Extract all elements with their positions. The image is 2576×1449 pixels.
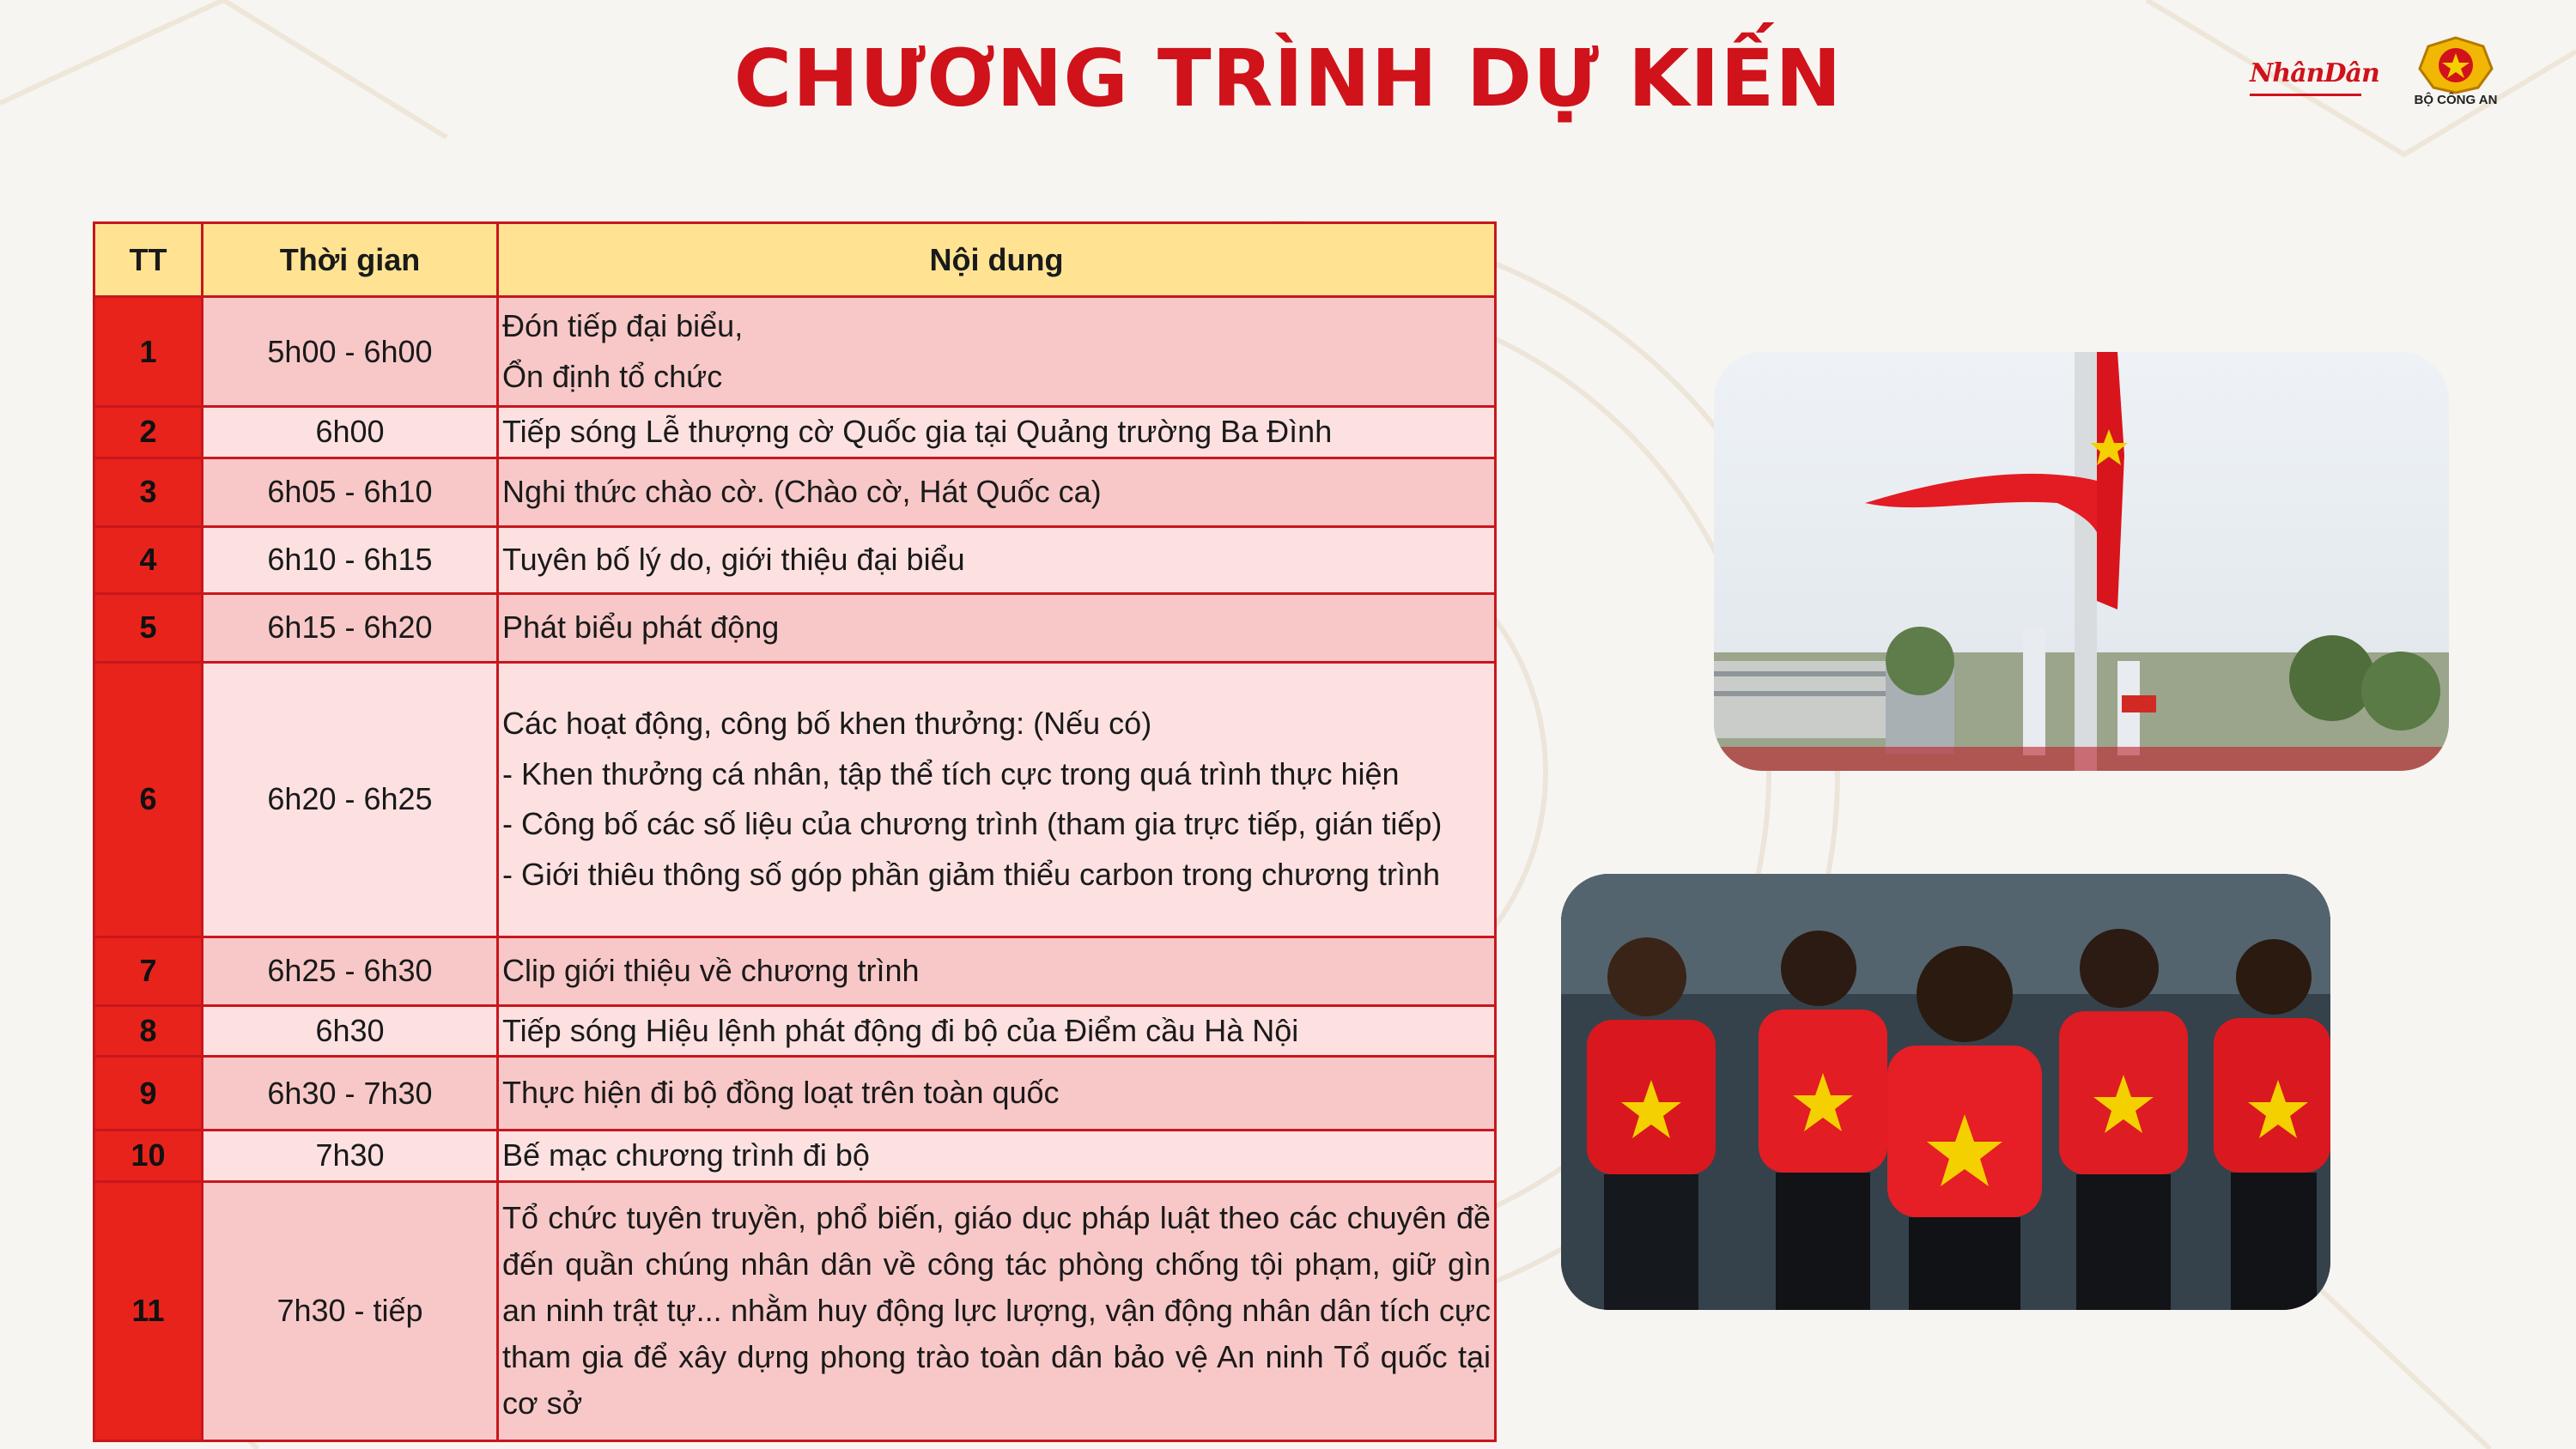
row-number: 5 (94, 593, 203, 662)
students-saluting-photo (1561, 874, 2330, 1310)
content-line: Phát biểu phát động (502, 609, 780, 645)
table-row (94, 407, 1496, 458)
row-content (498, 526, 1496, 593)
table-row (94, 593, 1496, 662)
content-line: Thực hiện đi bộ đồng loạt trên toàn quốc (502, 1075, 1060, 1111)
row-number: 11 (94, 1181, 203, 1440)
content-line: Nghi thức chào cờ. (Chào cờ, Hát Quốc ca) (502, 473, 1102, 509)
row-time: 5h00 - 6h00 (203, 297, 498, 407)
students-saluting-image (1561, 874, 2330, 1310)
table-row (94, 1057, 1496, 1131)
row-number: 8 (94, 1005, 203, 1057)
row-time: 7h30 (203, 1131, 498, 1182)
content-line: Tổ chức tuyên truyền, phổ biến, giáo dục pháp luật theo các chuyên đề đến quần chúng nhân dân về công tác phòng chống tội phạm, giữ gìn an ninh trật tự... nhằm huy động lực lượng, vận động nhân dân tích cực tham gia để xây dựng phong trào toàn dân bảo vệ An ninh Tổ quốc tại cơ sở (502, 1200, 1491, 1422)
row-time: 6h20 - 6h25 (203, 662, 498, 937)
content-line: Bế mạc chương trình đi bộ (502, 1137, 870, 1173)
row-time: 6h30 (203, 1005, 498, 1057)
content-line: - Công bố các số liệu của chương trình (tham gia trực tiếp, gián tiếp) (502, 806, 1443, 842)
row-number: 4 (94, 526, 203, 593)
row-time: 6h15 - 6h20 (203, 593, 498, 662)
table-header-row (94, 223, 1496, 297)
page-title: CHƯƠNG TRÌNH DỰ KIẾN (733, 33, 1843, 124)
row-time: 7h30 - tiếp (203, 1181, 498, 1440)
table-row (94, 937, 1496, 1005)
content-line: Tiếp sóng Hiệu lệnh phát động đi bộ của Điểm cầu Hà Nội (502, 1012, 1299, 1048)
content-line: - Khen thưởng cá nhân, tập thể tích cực trong quá trình thực hiện (502, 755, 1400, 791)
content-line: Tuyên bố lý do, giới thiệu đại biểu (502, 541, 965, 577)
content-line: Các hoạt động, công bố khen thưởng: (Nếu có) (502, 705, 1152, 741)
row-content (498, 1181, 1496, 1440)
row-content (498, 297, 1496, 407)
row-content (498, 662, 1496, 937)
row-content (498, 593, 1496, 662)
row-number: 9 (94, 1057, 203, 1131)
row-time: 6h00 (203, 407, 498, 458)
bo-cong-an-text: BỘ CÔNG AN (2414, 93, 2498, 107)
row-time: 6h25 - 6h30 (203, 937, 498, 1005)
content-line: - Giới thiêu thông số góp phần giảm thiểu carbon trong chương trình (502, 856, 1440, 892)
row-content (498, 407, 1496, 458)
row-number: 7 (94, 937, 203, 1005)
row-number: 10 (94, 1131, 203, 1182)
bo-cong-an-logo (2396, 34, 2516, 120)
row-number: 2 (94, 407, 203, 458)
table-row (94, 1181, 1496, 1440)
content-line: Đón tiếp đại biểu, (502, 307, 744, 343)
nhan-dan-logo: NhânDân (2250, 58, 2361, 96)
row-content (498, 1057, 1496, 1131)
row-content (498, 1005, 1496, 1057)
content-line: Ổn định tổ chức (502, 358, 723, 394)
row-content (498, 1131, 1496, 1182)
header-content: Nội dung (498, 223, 1496, 297)
row-time: 6h10 - 6h15 (203, 526, 498, 593)
flag-ceremony-image (1714, 352, 2449, 771)
table-row (94, 526, 1496, 593)
table-row (94, 458, 1496, 526)
content-line: Tiếp sóng Lễ thượng cờ Quốc gia tại Quảng trường Ba Đình (502, 414, 1333, 449)
row-number: 3 (94, 458, 203, 526)
table-row (94, 297, 1496, 407)
row-number: 1 (94, 297, 203, 407)
table-row (94, 1131, 1496, 1182)
content-line: Clip giới thiệu về chương trình (502, 952, 920, 988)
table-row (94, 1005, 1496, 1057)
table-row (94, 662, 1496, 937)
header-tt: TT (94, 223, 203, 297)
police-emblem-icon (2396, 34, 2516, 94)
header-time: Thời gian (203, 223, 498, 297)
schedule-table (93, 221, 1497, 1442)
row-time: 6h30 - 7h30 (203, 1057, 498, 1131)
flag-ceremony-photo (1714, 352, 2449, 771)
row-number: 6 (94, 662, 203, 937)
row-content (498, 937, 1496, 1005)
row-time: 6h05 - 6h10 (203, 458, 498, 526)
row-content (498, 458, 1496, 526)
